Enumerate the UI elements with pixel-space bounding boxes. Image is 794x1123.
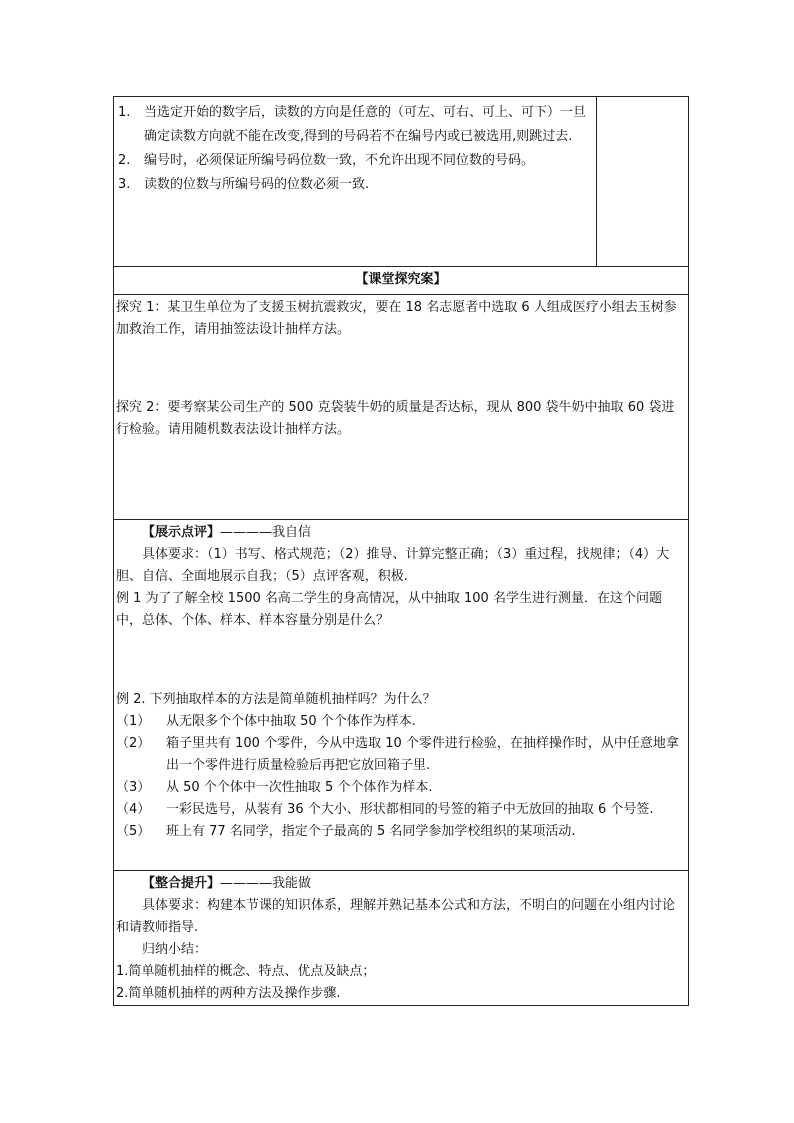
- note-number: 2.: [118, 153, 131, 168]
- item-number: （3）: [116, 780, 151, 795]
- item-text: 从无限多个个体中抽取 50 个个体作为样本.: [166, 714, 416, 729]
- integrate-title: [116, 873, 686, 895]
- example-2: 例 2. 下列抽取样本的方法是简单随机抽样吗？为什么？: [116, 692, 436, 707]
- note-number: 3.: [118, 177, 131, 192]
- note-text: 编号时，必须保证所编号码位数一致，不允许出现不同位数的号码。: [144, 153, 535, 168]
- display-requirements: 具体要求：（1）书写、格式规范；（2）推导、计算完整正确；（3）重过程，找规律；（4）大胆、自信、全面地展示自我；（5）点评客观，积极.: [116, 547, 670, 584]
- item-text: 班上有 77 名同学，指定个子最高的 5 名同学参加学校组织的某项活动.: [166, 824, 576, 839]
- inquiry-header: [113, 266, 689, 294]
- item-text: 一彩民选号，从装有 36 个大小、形状都相同的号签的箱子中无放回的抽取 6 个号签.: [166, 802, 654, 817]
- item-number: （2）: [116, 736, 151, 751]
- inquiry-question-2: 探究 2：要考察某公司生产的 500 克袋装牛奶的质量是否达标，现从 800 袋牛奶中抽取 60 袋进行检验。请用随机数表法设计抽样方法。: [116, 400, 675, 437]
- notes-row: [113, 96, 689, 266]
- integrate-title-suffix: ————我能做: [220, 876, 312, 891]
- note-text: 当选定开始的数字后，读数的方向是任意的（可左、可右、可上、可下）一旦确定读数方向就不能在改变,得到的号码若不在编号内或已被选用,则跳过去.: [144, 105, 587, 144]
- example-2-item: [116, 733, 686, 777]
- note-item: [118, 101, 592, 149]
- note-item: [118, 173, 592, 197]
- display-title-suffix: ————我自信: [220, 525, 312, 540]
- item-number: （5）: [116, 824, 151, 839]
- summary-item-2: 2.简单随机抽样的两种方法及操作步骤.: [116, 986, 341, 1001]
- integrate-title-text: 【整合提升】: [142, 876, 221, 891]
- item-text: 箱子里共有 100 个零件，今从中选取 10 个零件进行检验，在抽样操作时，从中任意地拿出一个零件进行质量检验后再把它放回箱子里.: [166, 736, 679, 773]
- display-title-text: 【展示点评】: [142, 525, 221, 540]
- integrate-section: [113, 870, 689, 1006]
- example-2-item: [116, 777, 686, 799]
- notes-side-cell: [597, 97, 688, 266]
- item-text: 从 50 个个体中一次性抽取 5 个个体作为样本.: [166, 780, 433, 795]
- summary-label: 归纳小结：: [142, 942, 208, 957]
- item-number: （4）: [116, 802, 151, 817]
- example-2-item: [116, 821, 686, 843]
- inquiry-section: [113, 294, 689, 519]
- integrate-requirements: 具体要求：构建本节课的知识体系，理解并熟记基本公式和方法，不明白的问题在小组内讨论和请教师指导.: [116, 898, 676, 935]
- example-1: 例 1 为了了解全校 1500 名高二学生的身高情况，从中抽取 100 名学生进行测量．在这个问题中，总体、个体、样本、样本容量分别是什么？: [116, 591, 662, 628]
- item-number: （1）: [116, 714, 151, 729]
- note-number: 1.: [118, 105, 131, 120]
- summary-item-1: 1.简单随机抽样的概念、特点、优点及缺点；: [116, 964, 376, 979]
- display-title: [116, 522, 686, 544]
- inquiry-question-1: 探究 1：某卫生单位为了支援玉树抗震救灾，要在 18 名志愿者中选取 6 人组成医疗小组去玉树参加救治工作，请用抽签法设计抽样方法。: [116, 300, 677, 337]
- inquiry-header-text: 【课堂探究案】: [355, 272, 447, 287]
- note-item: [118, 149, 592, 173]
- example-2-item: [116, 799, 686, 821]
- note-text: 读数的位数与所编号码的位数必须一致.: [144, 177, 370, 192]
- worksheet-table: [113, 96, 689, 1006]
- example-2-item: [116, 711, 686, 733]
- notes-cell: [114, 97, 597, 266]
- display-section: [113, 519, 689, 870]
